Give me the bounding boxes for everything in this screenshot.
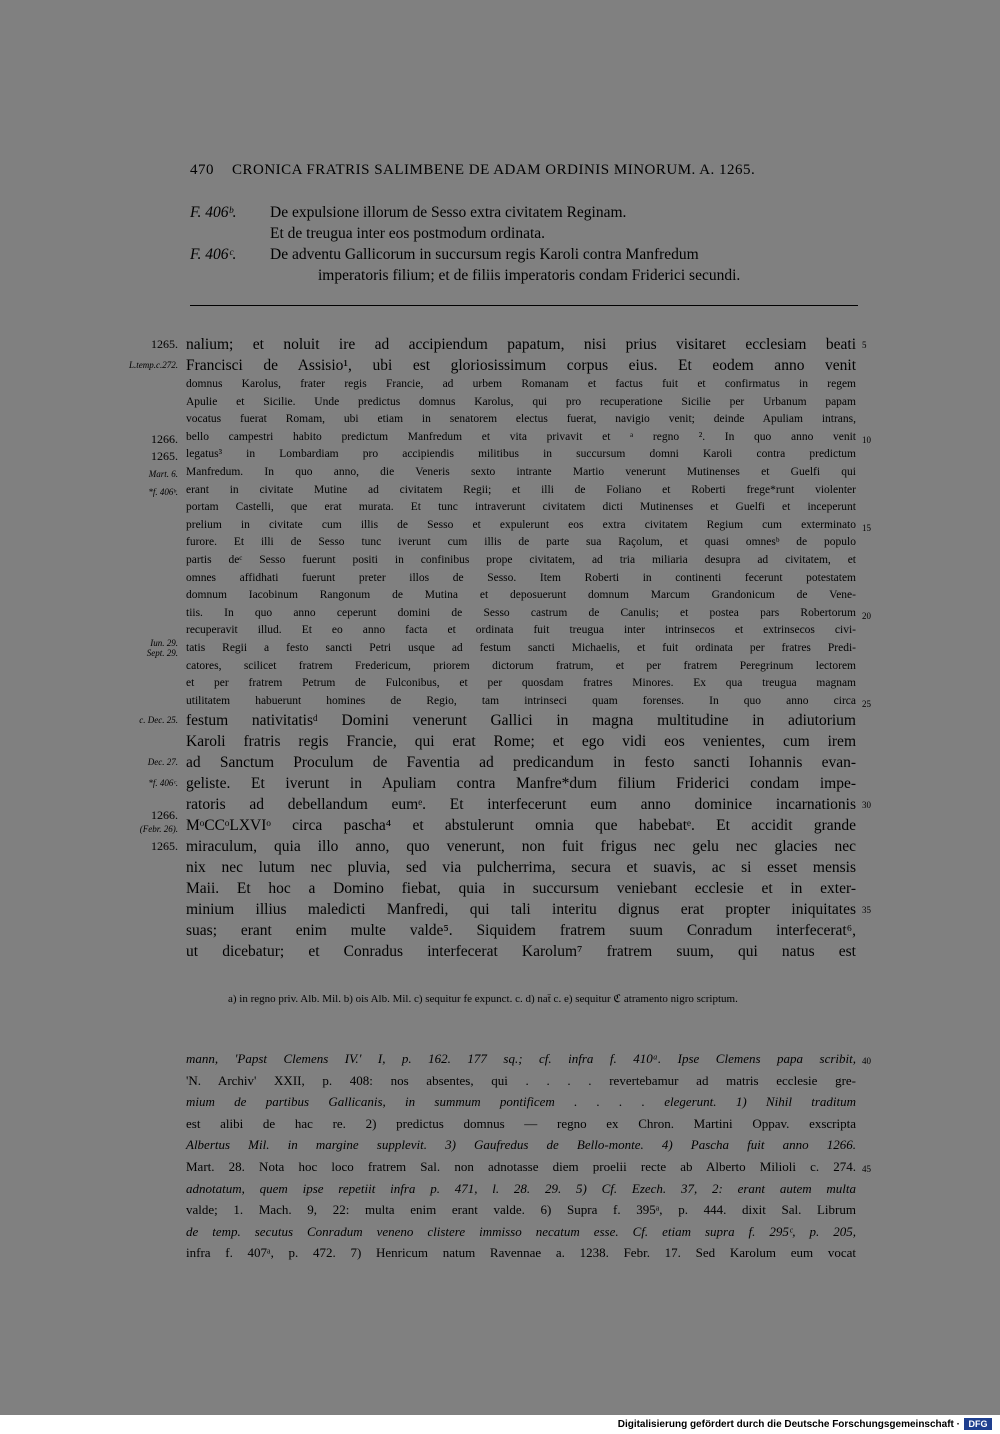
text-line: tiis. In quo anno ceperunt domini de Sesso castrum de Canulis; et postea pars Robertorum (186, 606, 856, 619)
footnote-line: est alibi de hac re. 2) predictus domnus — regno ex Chron. Martini Oppav. exscripta (186, 1115, 856, 1131)
text-line: omnes affidhati fuerunt preter illos de Sesso. Item Roberti in continenti fecerunt potestatem (186, 571, 856, 584)
text-line: minium illius maledicti Manfredi, qui tali interitu dignus erat propter iniquitates (186, 901, 856, 919)
text-line: ut dicebatur; et Conradus interfecerat Karolum⁷ fratrem suum, qui natus est (186, 943, 856, 961)
line-number: 5 (862, 340, 867, 350)
critical-apparatus: a) in regno priv. Alb. Mil. b) ois Alb. Mil. c) sequitur fe expunct. c. d) nat̄ c. e) sequitur ℭ atramento nigro scriptum. (228, 993, 738, 1005)
footer-credit: Digitalisierung gefördert durch die Deutsche Forschungsgemeinschaft · (617, 1419, 960, 1430)
footnote-line: de temp. secutus Conradum veneno clistere immisso necatum esse. Cf. etiam supra f. 295ᶜ, p. 205, (186, 1223, 856, 1239)
text-line: tatis Regii a festo sancti Petri usque ad festum sancti Michaelis, et fuit ordinata per fratres Predi- (186, 642, 856, 654)
toc-ref: F. 406ᶜ. (190, 246, 237, 263)
text-line: utilitatem habuerunt homines de Regio, tam intrinseci quam forenses. In quo anno circa (186, 694, 856, 707)
toc-line: Et de treugua inter eos postmodum ordinata. (270, 225, 546, 242)
line-number: 15 (862, 522, 871, 533)
margin-note: Iun. 29. (150, 637, 178, 648)
footnote-line: infra f. 407ᵃ, p. 472. 7) Henricum natum Ravennae a. 1238. Febr. 17. Sed Karolum eum vocat (186, 1245, 856, 1261)
toc-entry (190, 202, 860, 244)
text-line: prelium in civitate cum illis de Sesso et expulerunt eos extra civitatem Regium cum exterminato (186, 518, 856, 531)
margin-note: c. Dec. 25. (139, 715, 178, 726)
margin-note: L.temp.c.272. (129, 360, 178, 370)
margin-note: 1265. (151, 839, 178, 854)
line-number: 30 (862, 800, 871, 811)
margin-note: 1266. (151, 807, 178, 822)
page-number: 470 (190, 162, 214, 178)
footnote-line: 'N. Archiv' XXII, p. 408: nos absentes, qui . . . . revertebamur ad matris ecclesie gre- (186, 1072, 856, 1088)
margin-note: 1266. (151, 431, 178, 446)
divider (190, 305, 858, 306)
text-line: Manfredum. In quo anno, die Veneris sexto intrante Martio venerunt Mutinenses et Guelfi qui (186, 466, 856, 478)
margin-note: *f. 406ᵇ. (148, 486, 178, 497)
footnote-line: mann, 'Papst Clemens IV.' I, p. 162. 177 sq.; cf. infra f. 410ᵃ. Ipse Clemens papa scribit, (186, 1051, 856, 1066)
text-line: portam Castelli, que erat murata. Et tunc intraverunt civitatem dicti Mutinenses et Guelfi et inceperunt (186, 501, 856, 514)
text-line: MᵒCCᵒLXVIᵒ circa pascha⁴ et abstulerunt omnia que habebatᵉ. Et accidit grande (186, 817, 856, 835)
text-line: partis deᶜ Sesso fuerunt positi in confinibus prope civitatem, ad tria miliaria desupra ad civitatem, et (186, 554, 856, 566)
margin-note: Sept. 29. (146, 648, 178, 659)
text-line: Francisci de Assisio¹, ubi est gloriosissimum corpus eius. Et eodem anno venit (186, 357, 856, 374)
text-line: legatus³ in Lombardiam pro accipiendis militibus in succursum domni Karoli contra predictum (186, 448, 856, 461)
dfg-logo: DFG (964, 1418, 992, 1430)
page-title: CRONICA FRATRIS SALIMBENE DE ADAM ORDINIS MINORUM. A. 1265. (232, 162, 756, 178)
table-of-contents (190, 202, 860, 286)
text-line: ad Sanctum Proculum de Faventia ad predicandum in festo sancti Iohannis evan- (186, 754, 856, 772)
text-line: nix nec lutum nec pluvia, sed via pulcherrima, secura et suavis, ac si esset mensis (186, 859, 856, 877)
margin-note: Dec. 27. (147, 757, 178, 768)
line-number: 10 (862, 434, 871, 445)
text-line: furore. Et illi de Sesso tunc iverunt cum illis de parte sua Raçolum, et quasi omnesᵇ de populo (186, 536, 856, 549)
text-line: domnum Iacobinum Rangonum de Mutina et deposuerunt domnum Marcum Grandonicum de Vene- (186, 589, 856, 602)
text-line: Maii. Et hoc a Domino fiebat, quia in succursum veniebant ecclesie et in exter- (186, 880, 856, 898)
toc-line: De expulsione illorum de Sesso extra civitatem Reginam. (270, 204, 627, 221)
text-line: nalium; et noluit ire ad accipiendum papatum, nisi prius visitaret ecclesiam beati (186, 336, 856, 353)
footnote-line: mium de partibus Gallicanis, in summum pontificem . . . . elegerunt. 1) Nihil traditum (186, 1094, 856, 1110)
line-number: 25 (862, 698, 871, 709)
footnote-line: valde; 1. Mach. 9, 22: multa enim erant valde. 6) Supra f. 395ᵃ, p. 444. dixit Sal. Librum (186, 1202, 856, 1218)
footnote-line: adnotatum, quem ipse repetiit infra p. 471, l. 28. 29. 5) Cf. Ezech. 37, 2: erant autem multa (186, 1180, 856, 1196)
text-line: Karoli fratris regis Francie, qui erat Rome; et ego vidi eos venientes, cum irem (186, 733, 856, 751)
text-line: et per fratrem Petrum de Fulconibus, et per quosdam fratres Minores. Ex qua treugua magnam (186, 677, 856, 690)
text-line: festum nativitatisᵈ Domini venerunt Gallici in magna multitudine in adiutorium (186, 712, 856, 730)
line-number: 40 (862, 1056, 871, 1066)
text-line: Apulie et Sicilie. Unde predictus domnus Karolus, qui pro recuperatione Sicilie per Urbanum papam (186, 395, 856, 408)
text-line: domnus Karolus, frater regis Francie, ad urbem Romanam et factus fuit et confirmatus in regem (186, 378, 856, 390)
text-line: geliste. Et iverunt in Apuliam contra Manfre*dum filium Friderici condam impe- (186, 775, 856, 793)
margin-note: *f. 406ᶜ. (148, 778, 178, 789)
toc-entry (190, 244, 860, 286)
text-line: catores, scilicet fratrem Fredericum, priorem dictorum fratrum, et per fratrem Peregrinum lectorem (186, 659, 856, 672)
text-line: suas; erant enim multe valde⁵. Siquidem fratrem suum Conradum interfecerat⁶, (186, 922, 856, 940)
line-number: 35 (862, 905, 871, 916)
toc-ref: F. 406ᵇ. (190, 204, 237, 221)
running-head (190, 162, 860, 179)
line-number: 20 (862, 610, 871, 621)
margin-note: 1265. (151, 449, 178, 464)
footnote-line: Mart. 28. Nota hoc loco fratrem Sal. non adnotasse diem proelii recte ab Alberto Milioli c. 274. (186, 1158, 856, 1174)
toc-line: imperatoris filium; et de filiis imperatoris condam Friderici secundi. (318, 267, 741, 284)
toc-line: De adventu Gallicorum in succursum regis Karoli contra Manfredum (270, 246, 699, 263)
text-line: erant in civitate Mutine ad civitatem Regii; et illi de Foliano et Roberti frege*runt violenter (186, 483, 856, 496)
text-line: bello campestri habito predictum Manfredum et vita privavit et ᵃ regno ². In quo anno venit (186, 430, 856, 443)
margin-note: (Febr. 26). (139, 823, 178, 834)
margin-note: 1265. (151, 337, 178, 351)
footnotes (186, 1048, 856, 1264)
text-line: recuperavit illud. Et eo anno facta et ordinata fuit treugua inter intrinsecos et extrinsecos civi- (186, 624, 856, 637)
footnote-line: Albertus Mil. in margine supplevit. 3) Gaufredus de Bello-monte. 4) Pascha fuit anno 1266. (186, 1137, 856, 1153)
text-line: ratoris ad debellandum eumᵉ. Et interfecerunt eum anno dominice incarnationis (186, 796, 856, 814)
line-number: 45 (862, 1164, 871, 1174)
text-line: miraculum, quia illo anno, quo venerunt, non fuit frigus nec gelu nec glacies nec (186, 838, 856, 856)
text-line: vocatus fuerat Romam, ubi etiam in senatorem electus fuerat, navigio venit; deinde Apuliam intrans, (186, 413, 856, 426)
margin-note: Mart. 6. (148, 469, 178, 479)
